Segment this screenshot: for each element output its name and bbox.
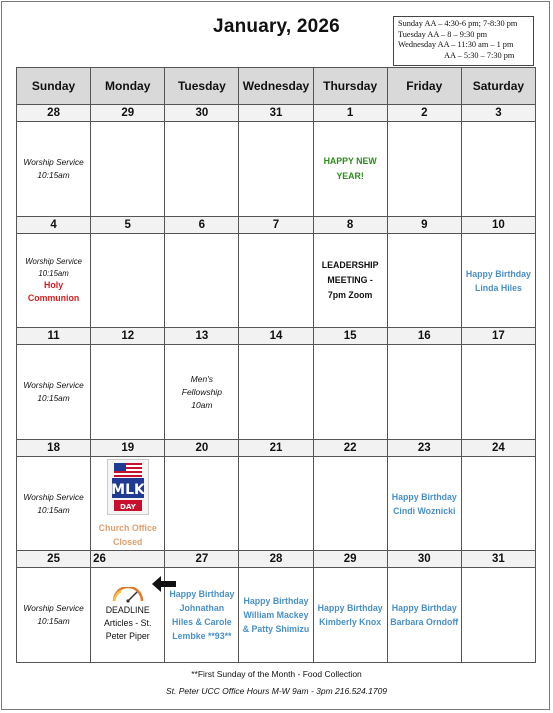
deadline-detail: Peter Piper <box>105 631 150 642</box>
date-number: 11 <box>17 328 91 345</box>
date-number: 12 <box>91 328 165 345</box>
date-number: 28 <box>17 105 91 122</box>
date-number: 1 <box>313 105 387 122</box>
date-number: 6 <box>165 216 239 233</box>
worship-service-time: 10:15am <box>38 268 69 278</box>
worship-service-label: Worship Service <box>23 603 84 614</box>
church-office-closed-label: Church Office <box>98 522 157 533</box>
day-cell <box>461 233 535 327</box>
date-row <box>17 216 536 233</box>
day-cell <box>313 456 387 550</box>
date-number: 16 <box>387 328 461 345</box>
birthday-label: Happy Birthday <box>391 603 457 614</box>
event-row <box>17 345 536 439</box>
date-number: 20 <box>165 439 239 456</box>
calendar-grid <box>16 67 536 663</box>
date-row <box>17 328 536 345</box>
day-cell <box>461 456 535 550</box>
page-title: January, 2026 <box>213 16 340 37</box>
day-cell <box>387 233 461 327</box>
deadline-gauge-icon <box>111 587 145 603</box>
date-number: 22 <box>313 439 387 456</box>
day-cell <box>91 345 165 439</box>
day-cell <box>313 122 387 216</box>
date-number: 13 <box>165 328 239 345</box>
day-cell <box>239 456 313 550</box>
mens-fellowship-label: Fellowship <box>181 386 222 397</box>
birthday-name: Cindi Woznicki <box>393 505 456 516</box>
event-row <box>17 568 536 663</box>
birthday-label: Happy Birthday <box>243 596 309 607</box>
date-number: 29 <box>91 105 165 122</box>
birthday-label: Happy Birthday <box>317 603 383 614</box>
holy-communion-label: Holy <box>44 280 64 291</box>
day-cell <box>461 568 535 663</box>
birthday-label: Happy Birthday <box>391 491 457 502</box>
mens-fellowship-time: 10am <box>191 399 213 410</box>
worship-service-time: 10:15am <box>37 170 70 180</box>
date-row <box>17 439 536 456</box>
day-cell <box>387 345 461 439</box>
date-number: 25 <box>17 551 91 568</box>
svg-text:DAY: DAY <box>119 502 136 511</box>
date-number: 9 <box>387 216 461 233</box>
day-name-friday: Friday <box>387 68 461 105</box>
day-name-sunday: Sunday <box>17 68 91 105</box>
church-office-closed-label: Closed <box>113 536 143 547</box>
date-number: 30 <box>165 105 239 122</box>
date-number: 31 <box>239 105 313 122</box>
date-number: 10 <box>461 216 535 233</box>
day-header-row <box>17 68 536 105</box>
leadership-meeting-label: 7pm Zoom <box>327 290 373 301</box>
office-hours-note: St. Peter UCC Office Hours M-W 9am - 3pm 216.524.1709 <box>165 686 388 696</box>
day-cell <box>313 345 387 439</box>
date-row <box>17 105 536 122</box>
day-name-saturday: Saturday <box>461 68 535 105</box>
event-row <box>17 122 536 216</box>
day-name-tuesday: Tuesday <box>165 68 239 105</box>
birthday-name: Barbara Orndoff <box>390 617 459 628</box>
date-number: 4 <box>17 216 91 233</box>
worship-service-time: 10:15am <box>37 504 70 515</box>
aa-line: Wednesday AA – 11:30 am – 1 pm <box>398 40 514 50</box>
day-cell <box>91 122 165 216</box>
holy-communion-label: Communion <box>27 293 80 304</box>
date-number: 14 <box>239 328 313 345</box>
day-name-thursday: Thursday <box>313 68 387 105</box>
date-number: 31 <box>461 551 535 568</box>
worship-service-label: Worship Service <box>23 491 84 502</box>
date-number: 7 <box>239 216 313 233</box>
worship-service-label: Worship Service <box>23 157 84 167</box>
day-cell <box>17 233 91 327</box>
svg-text:MLK: MLK <box>110 481 145 498</box>
day-cell <box>313 568 387 663</box>
day-cell <box>91 568 165 663</box>
date-number: 18 <box>17 439 91 456</box>
day-cell <box>17 122 91 216</box>
day-cell <box>313 233 387 327</box>
deadline-label: DEADLINE <box>105 605 150 616</box>
aa-line: Tuesday AA – 8 – 9:30 pm <box>398 29 488 39</box>
worship-service-label: Worship Service <box>23 380 84 391</box>
aa-schedule-box <box>393 16 534 66</box>
birthday-name: Lembke **93** <box>172 631 232 642</box>
day-cell <box>387 456 461 550</box>
date-number: 3 <box>461 105 535 122</box>
day-cell <box>239 122 313 216</box>
food-collection-note: **First Sunday of the Month - Food Collection <box>191 669 362 679</box>
date-number: 27 <box>165 551 239 568</box>
date-number: 17 <box>461 328 535 345</box>
birthday-name: William Mackey <box>243 610 309 621</box>
date-number: 23 <box>387 439 461 456</box>
day-name-monday: Monday <box>91 68 165 105</box>
birthday-name: Hiles & Carole <box>172 617 232 628</box>
worship-service-label: Worship Service <box>25 257 82 267</box>
leadership-meeting-label: MEETING - <box>327 275 373 286</box>
day-cell <box>17 456 91 550</box>
day-cell <box>387 122 461 216</box>
new-year-label: YEAR! <box>336 171 364 181</box>
day-cell <box>239 568 313 663</box>
birthday-name: Kimberly Knox <box>319 617 382 628</box>
date-number: 29 <box>313 551 387 568</box>
worship-service-time: 10:15am <box>37 393 70 404</box>
day-cell <box>239 233 313 327</box>
date-number: 24 <box>461 439 535 456</box>
aa-line: AA – 5:30 – 7:30 pm <box>444 50 515 60</box>
date-number: 26 <box>91 551 165 568</box>
birthday-label: Happy Birthday <box>465 268 531 279</box>
day-cell <box>17 345 91 439</box>
day-cell <box>165 345 239 439</box>
day-cell <box>461 345 535 439</box>
day-cell <box>461 122 535 216</box>
leadership-meeting-label: LEADERSHIP <box>321 260 379 271</box>
day-name-wednesday: Wednesday <box>239 68 313 105</box>
event-row <box>17 456 536 550</box>
day-cell <box>387 568 461 663</box>
date-number: 19 <box>91 439 165 456</box>
day-cell <box>165 233 239 327</box>
day-cell <box>17 568 91 663</box>
deadline-detail: Articles - St. <box>104 618 152 629</box>
birthday-name: Johnathan <box>179 603 225 614</box>
worship-service-time: 10:15am <box>37 616 70 627</box>
birthday-name: Linda Hiles <box>474 282 522 293</box>
date-number: 15 <box>313 328 387 345</box>
day-cell <box>239 345 313 439</box>
event-row <box>17 233 536 327</box>
day-cell <box>165 568 239 663</box>
mens-fellowship-label: Men's <box>190 373 214 384</box>
new-year-label: HAPPY NEW <box>323 156 377 166</box>
date-number: 5 <box>91 216 165 233</box>
date-number: 21 <box>239 439 313 456</box>
day-cell <box>91 456 165 550</box>
birthday-label: Happy Birthday <box>169 589 235 600</box>
day-cell <box>91 233 165 327</box>
aa-line: Sunday AA – 4:30-6 pm; 7-8:30 pm <box>398 19 518 28</box>
mlk-day-logo-icon <box>107 459 149 515</box>
date-row <box>17 551 536 568</box>
date-number: 8 <box>313 216 387 233</box>
day-cell <box>165 122 239 216</box>
birthday-name: & Patty Shimizu <box>242 624 310 635</box>
date-number: 30 <box>387 551 461 568</box>
date-number: 2 <box>387 105 461 122</box>
date-number: 28 <box>239 551 313 568</box>
day-cell <box>165 456 239 550</box>
